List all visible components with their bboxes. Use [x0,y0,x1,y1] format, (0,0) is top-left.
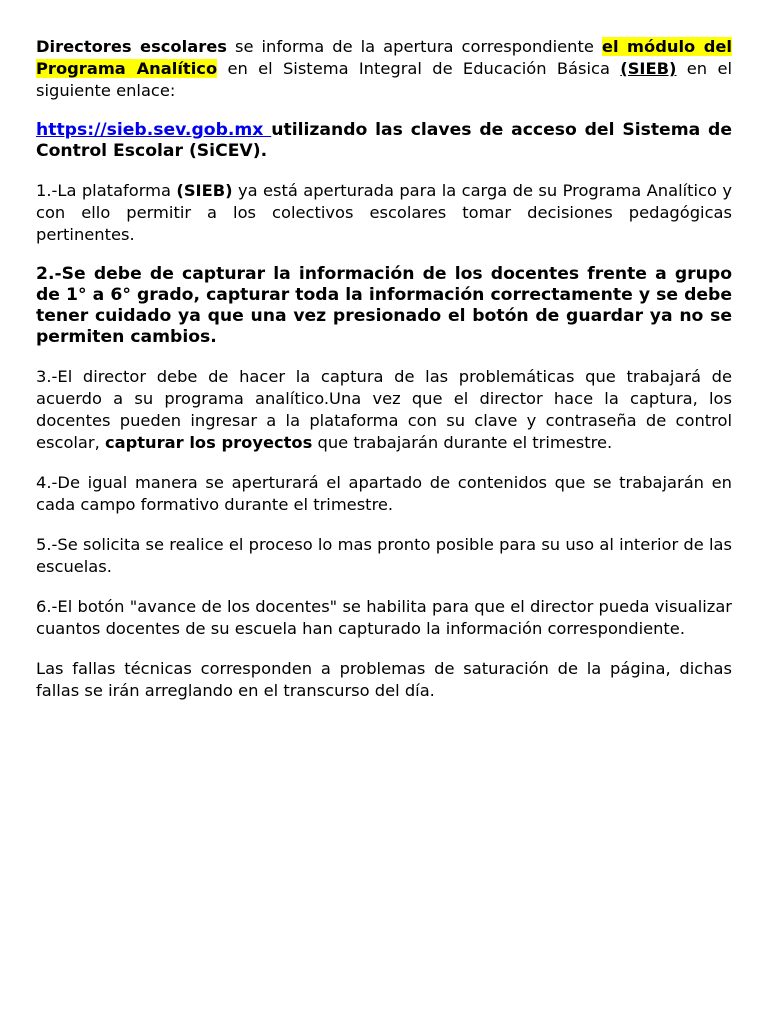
intro-lead: Directores escolares [36,37,227,56]
intro-text-3: en el siguiente enlace: [36,59,732,100]
item-1-paragraph [36,180,732,246]
intro-text-1: se informa de la apertura correspondiente [226,37,602,56]
intro-text-2: en el Sistema Integral de Educación Básica [217,59,621,78]
item-2-paragraph: 2.-Se debe de capturar la información de los docentes frente a grupo de 1° a 6° grado, capturar toda la información correctamente y se debe tener cuidado ya que una vez presionado el botón de guardar ya no se permiten cambios. [36,264,732,347]
link-paragraph [36,120,732,162]
intro-paragraph [36,36,732,102]
link-paragraph-text: utilizando las claves de acceso del Sistema de Control Escolar (SiCEV). [36,120,732,161]
item-6-paragraph: 6.-El botón "avance de los docentes" se habilita para que el director pueda visualizar cuantos docentes de su escuela han capturado la información correspondiente. [36,597,732,638]
intro-sieb: (SIEB) [620,59,677,78]
sieb-link[interactable]: https://sieb.sev.gob.mx [36,120,272,140]
item-5-paragraph: 5.-Se solicita se realice el proceso lo mas pronto posible para su uso al interior de las escuelas. [36,535,732,576]
item-3-paragraph [36,366,732,454]
item-3-text-1: 3.-El director debe de hacer la captura de las problemáticas que trabajará de acuerdo a su programa analítico.Una vez que el director hace la captura, los docentes pueden ingresar a la plataforma con su clave y contraseña de control escolar, [36,367,732,452]
closing-paragraph: Las fallas técnicas corresponden a problemas de saturación de la página, dichas fallas se irán arreglando en el transcurso del día. [36,659,732,700]
item-4-paragraph: 4.-De igual manera se aperturará el apartado de contenidos que se trabajarán en cada campo formativo durante el trimestre. [36,473,732,514]
document-body [36,36,732,720]
item-3-bold: capturar los proyectos [104,433,313,452]
item-1-text-2: ya está aperturada para la carga de su Programa Analítico y con ello permitir a los colectivos escolares tomar decisiones pedagógicas pertinentes. [36,181,732,244]
intro-highlight: el módulo del Programa Analítico [36,37,732,78]
item-1-sieb: (SIEB) [176,181,233,200]
item-1-text-1: 1.-La plataforma [36,181,177,200]
item-3-text-2: que trabajarán durante el trimestre. [312,433,613,452]
